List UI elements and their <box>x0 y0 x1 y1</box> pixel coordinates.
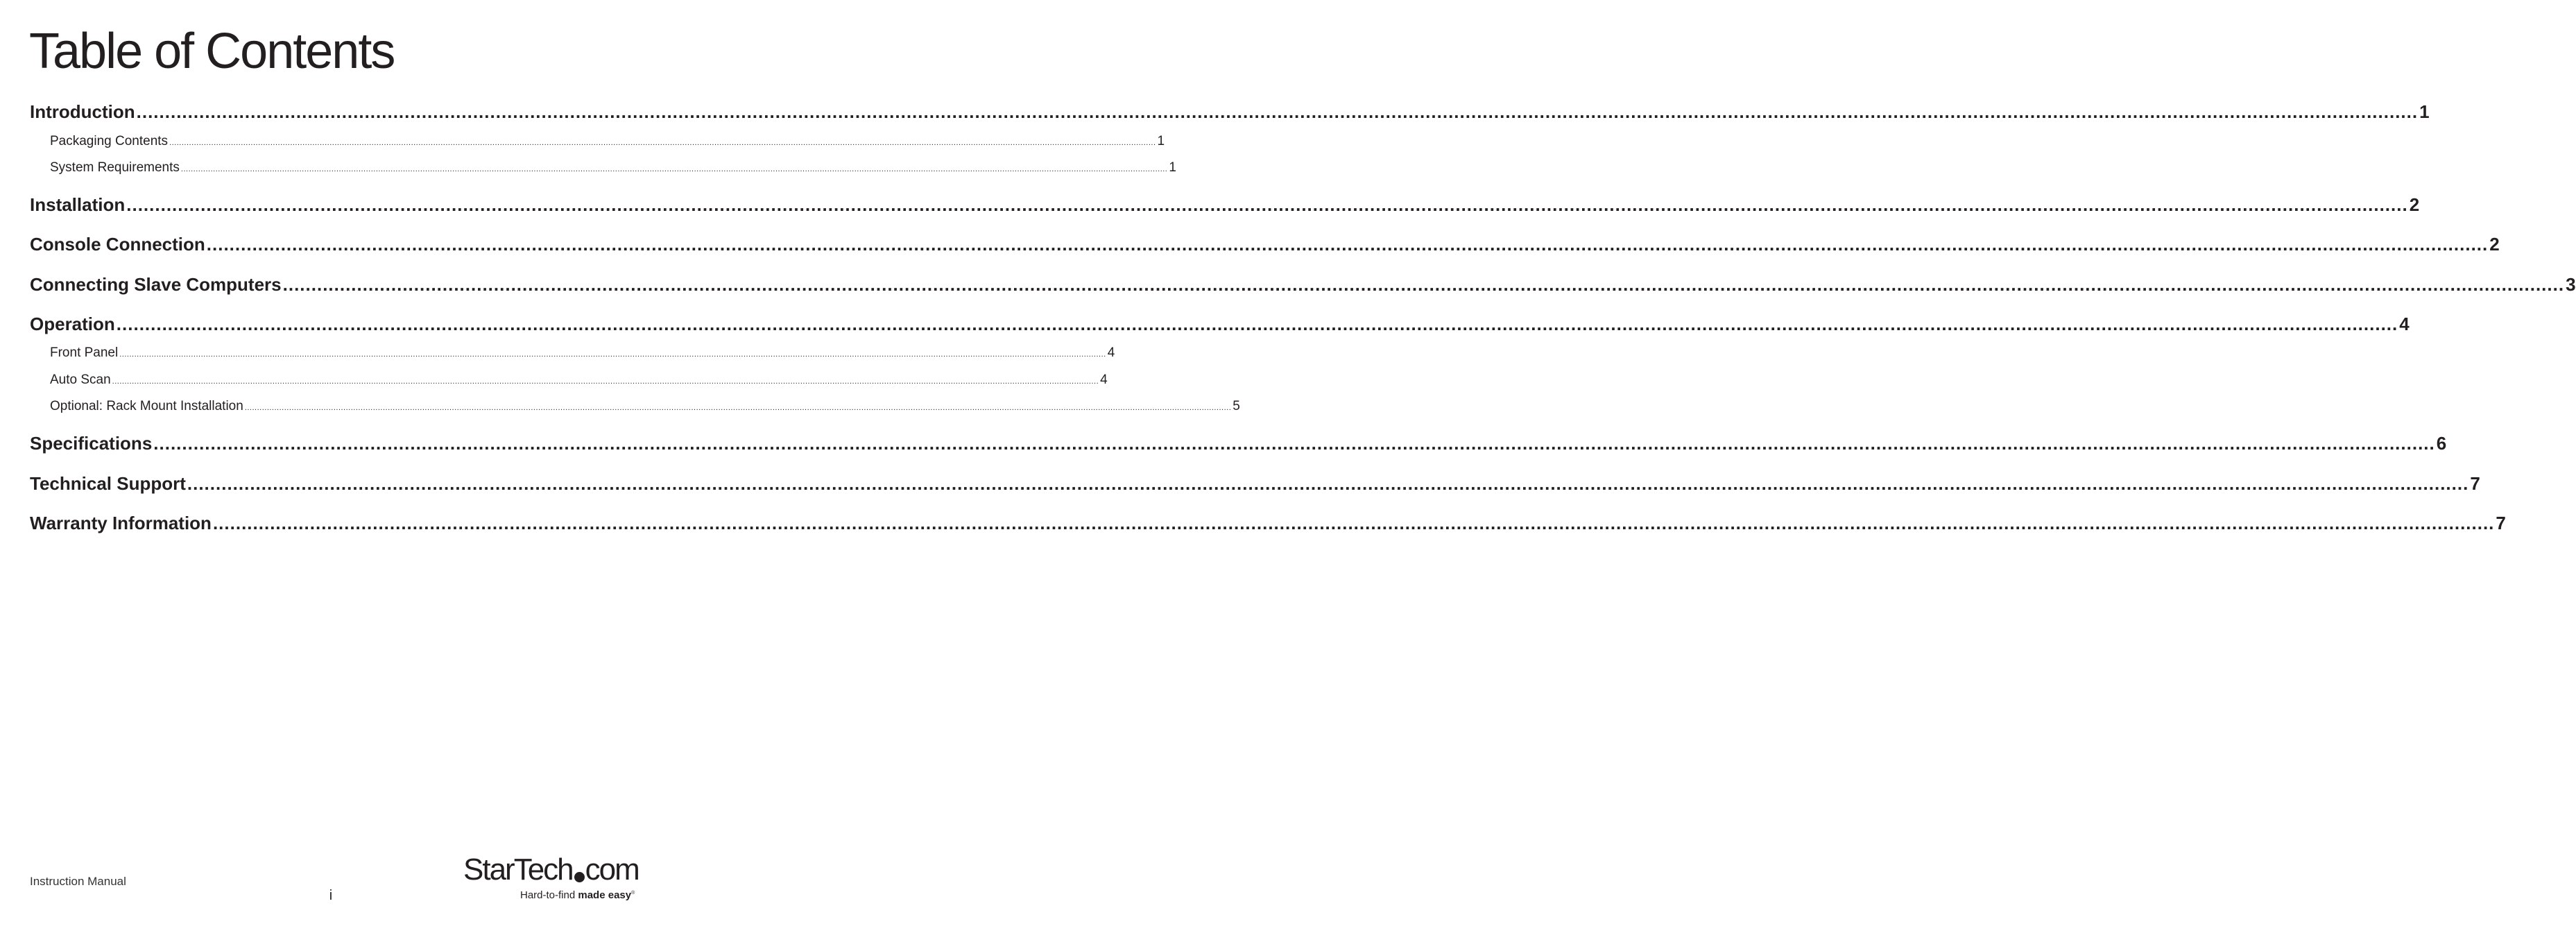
toc-dot-leader: ................................................................................................................................................................................................................................................................................................................................................................................................................ <box>282 274 2565 295</box>
table-of-contents <box>30 0 2576 555</box>
toc-page-number: 7 <box>2470 473 2480 494</box>
toc-entry-specifications[interactable] <box>30 433 2447 454</box>
toc-label: Optional: Rack Mount Installation <box>50 399 243 413</box>
logo-tagline-regular: Hard-to-find <box>520 889 578 901</box>
toc-label: Introduction <box>30 101 135 122</box>
toc-dot-leader: ................................................................................................................................................................................................................................................................................................................................................................................................................ <box>126 194 2408 215</box>
toc-entry-system-requirements[interactable] <box>50 160 1176 176</box>
toc-dot-leader: ................................................................................................................................................................................................................................................................................................................................................................................................................ <box>116 314 2398 334</box>
toc-entry-optional-rack-mount-installation[interactable] <box>50 399 1240 414</box>
toc-dot-leader: ................................................................................................................................................................................................................................................................................................................................................................................................................ <box>136 101 2419 122</box>
toc-dot-leader: ................................................................................................................................................................................................................................................................................................................................................................................................................ <box>244 404 1232 412</box>
toc-label: Technical Support <box>30 473 186 494</box>
page-title: Table of Contents <box>29 24 395 79</box>
logo-wordmark <box>463 852 639 888</box>
toc-page-number: 3 <box>2566 274 2576 295</box>
logo-tagline-bold: made easy <box>578 889 632 901</box>
logo-tagline <box>520 889 635 901</box>
toc-page-number: 1 <box>2419 101 2430 122</box>
toc-label: Auto Scan <box>50 373 111 387</box>
toc-label: Connecting Slave Computers <box>30 274 282 295</box>
toc-page-number: 4 <box>1100 373 1108 387</box>
toc-page-number: 2 <box>2489 234 2500 255</box>
startech-logo <box>463 852 639 906</box>
toc-label: Installation <box>30 194 126 215</box>
toc-entry-operation[interactable] <box>30 314 2410 335</box>
registered-mark: ® <box>631 891 635 896</box>
toc-entry-console-connection[interactable] <box>30 234 2500 255</box>
toc-entry-front-panel[interactable] <box>50 345 1115 361</box>
toc-dot-leader: ................................................................................................................................................................................................................................................................................................................................................................................................................ <box>169 139 1156 147</box>
toc-label: Warranty Information <box>30 513 212 533</box>
toc-label: Specifications <box>30 433 153 454</box>
toc-dot-leader: ................................................................................................................................................................................................................................................................................................................................................................................................................ <box>112 377 1099 386</box>
toc-page-number: 1 <box>1157 134 1165 148</box>
logo-brand: StarTech <box>463 853 573 887</box>
toc-page-number: 4 <box>1107 345 1115 360</box>
toc-entry-warranty-information[interactable] <box>30 513 2506 534</box>
page-number: i <box>329 888 333 903</box>
toc-label: Operation <box>30 314 115 334</box>
toc-dot-leader: ................................................................................................................................................................................................................................................................................................................................................................................................................ <box>153 433 2435 454</box>
logo-domain: com <box>585 853 639 887</box>
toc-entry-introduction[interactable] <box>30 101 2430 123</box>
footer-document-type: Instruction Manual <box>30 875 126 888</box>
toc-page-number: 4 <box>2399 314 2410 334</box>
logo-dot-icon <box>574 872 585 882</box>
toc-dot-leader: ................................................................................................................................................................................................................................................................................................................................................................................................................ <box>206 234 2489 255</box>
toc-entry-auto-scan[interactable] <box>50 373 1108 388</box>
toc-label: Front Panel <box>50 345 119 360</box>
toc-dot-leader: ................................................................................................................................................................................................................................................................................................................................................................................................................ <box>119 350 1106 359</box>
toc-dot-leader: ................................................................................................................................................................................................................................................................................................................................................................................................................ <box>180 165 1168 173</box>
toc-page-number: 6 <box>2436 433 2447 454</box>
toc-page-number: 5 <box>1233 399 1240 413</box>
toc-dot-leader: ................................................................................................................................................................................................................................................................................................................................................................................................................ <box>212 513 2495 533</box>
toc-page-number: 7 <box>2496 513 2506 533</box>
toc-entry-technical-support[interactable] <box>30 473 2480 495</box>
toc-page-number: 2 <box>2409 194 2420 215</box>
toc-entry-connecting-slave-computers[interactable] <box>30 274 2576 296</box>
toc-dot-leader: ................................................................................................................................................................................................................................................................................................................................................................................................................ <box>187 473 2469 494</box>
toc-label: Packaging Contents <box>50 134 169 148</box>
toc-label: System Requirements <box>50 160 180 175</box>
toc-entry-packaging-contents[interactable] <box>50 134 1165 149</box>
toc-page-number: 1 <box>1169 160 1176 175</box>
toc-entry-installation[interactable] <box>30 194 2420 216</box>
toc-label: Console Connection <box>30 234 205 255</box>
